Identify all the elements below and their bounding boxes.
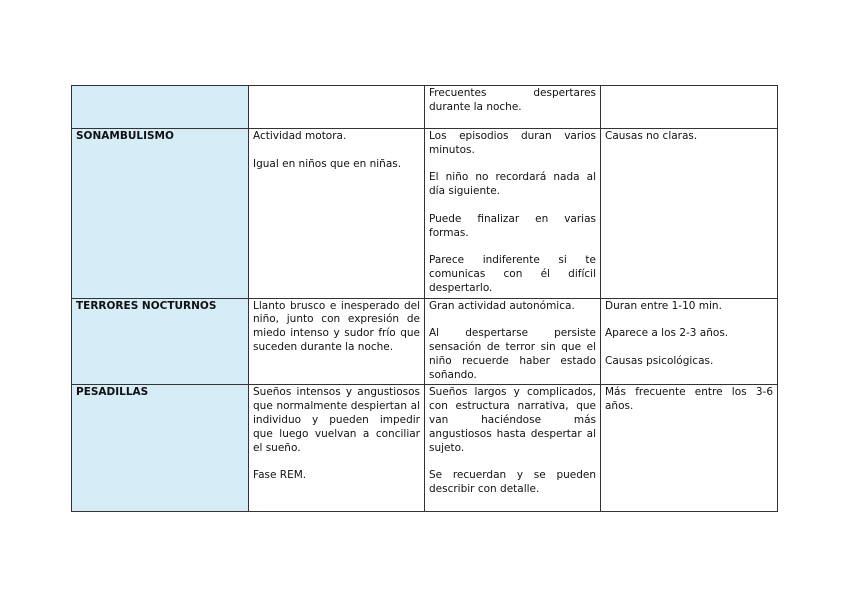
- details-cell: [601, 385, 778, 512]
- cell-text: Frecuentes despertares durante la noche.: [429, 87, 596, 113]
- row-label: [72, 86, 249, 129]
- cell-text: Llanto brusco e inesperado del niño, junto con expresión de miedo intenso y sudor frío que suceden durante la noche.: [253, 299, 420, 353]
- details-cell: [601, 129, 778, 299]
- table-row: [72, 385, 778, 512]
- cell-text: Sueños largos y complicados, con estructura narrativa, que van haciéndose más angustiosos hasta despertar al sujeto.: [429, 386, 596, 454]
- description-cell: [249, 298, 425, 385]
- cell-text: Causas psicológicas.: [605, 354, 714, 367]
- row-label: TERRORES NOCTURNOS: [72, 298, 249, 385]
- table-row: [72, 86, 778, 129]
- table-row: [72, 298, 778, 385]
- cell-text: Sueños intensos y angustiosos que normalmente despiertan al individuo y pueden impedir que luego vuelvan a conciliar el sueño.: [253, 386, 420, 454]
- characteristics-cell: [425, 385, 601, 512]
- cell-text: Puede finalizar en varias formas.: [429, 212, 596, 239]
- cell-text: Se recuerdan y se pueden describir con detalle.: [429, 469, 596, 495]
- cell-text: Fase REM.: [253, 469, 307, 482]
- cell-text: Gran actividad autonómica.: [429, 299, 575, 312]
- description-cell: [249, 385, 425, 512]
- sleep-disorders-table: [71, 85, 778, 512]
- description-cell: [249, 129, 425, 299]
- table-row: [72, 129, 778, 299]
- cell-text: Parece indiferente si te comunicas con él difícil despertarlo.: [429, 254, 596, 294]
- cell-text: Actividad motora.: [253, 130, 347, 142]
- row-label: SONAMBULISMO: [72, 129, 249, 299]
- description-cell: [249, 86, 425, 129]
- cell-text: Aparece a los 2-3 años.: [605, 327, 729, 340]
- characteristics-cell: [425, 298, 601, 385]
- row-label: PESADILLAS: [72, 385, 249, 512]
- cell-text: Más frecuente entre los 3-6 años.: [605, 386, 773, 413]
- cell-text: El niño no recordará nada al día siguiente.: [429, 171, 596, 198]
- details-cell: [601, 298, 778, 385]
- cell-text: Al despertarse persiste sensación de terror sin que el niño recuerde haber estado soñando.: [429, 327, 596, 381]
- characteristics-cell: [425, 86, 601, 129]
- cell-text: Igual en niños que en niñas.: [253, 157, 402, 170]
- details-cell: [601, 86, 778, 129]
- cell-text: Causas no claras.: [605, 130, 698, 142]
- cell-text: Duran entre 1-10 min.: [605, 299, 722, 312]
- cell-text: Los episodios duran varios minutos.: [429, 130, 596, 156]
- characteristics-cell: [425, 129, 601, 299]
